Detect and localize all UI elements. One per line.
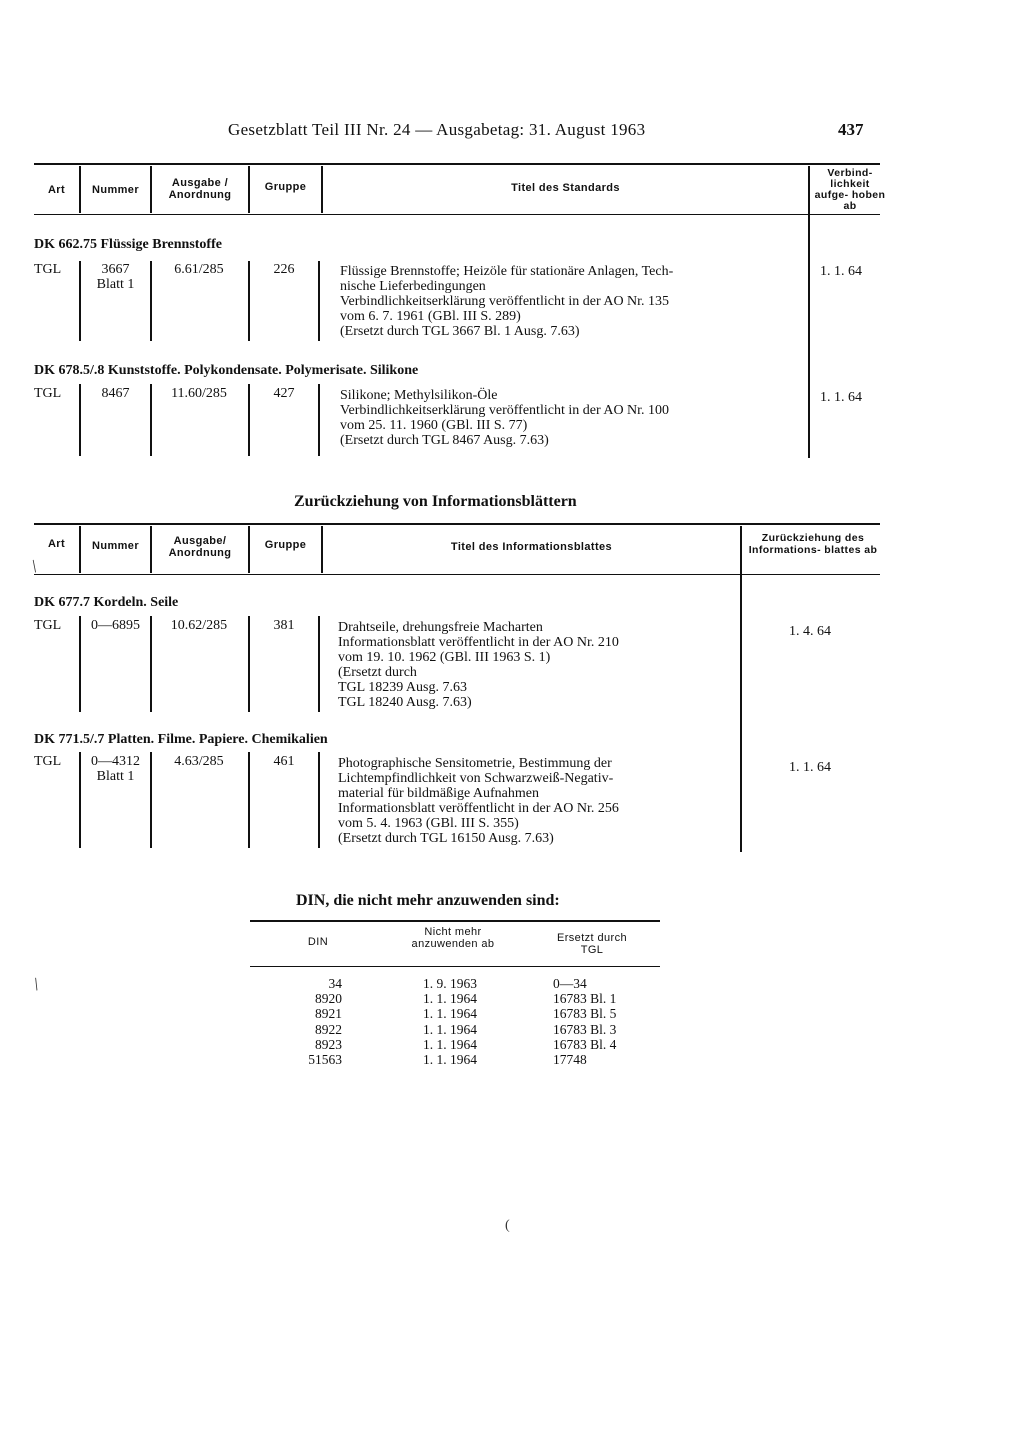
ausgabe-cell: 6.61/285	[174, 262, 224, 277]
table1-col-divider-5	[808, 166, 810, 458]
table2-header-art: Art	[47, 538, 66, 550]
din-header-nicht-mehr: Nicht mehr anzuwenden ab	[411, 926, 495, 950]
section-heading: DK 678.5/.8 Kunststoffe. Polykondensate. Polymerisate. Silikone	[34, 363, 419, 378]
ausgabe-cell: 10.62/285	[170, 618, 228, 633]
table2-col-divider-2	[150, 526, 152, 573]
din-header-ersetzt: Ersetzt durch TGL	[556, 932, 627, 956]
table2-header-ausgabe: Ausgabe/ Anordnung	[168, 535, 232, 559]
art-cell: TGL	[34, 754, 62, 769]
page-number: 437	[838, 120, 864, 139]
art-cell: TGL	[34, 618, 62, 633]
table1-header-gruppe: Gruppe	[264, 181, 307, 193]
nummer-cell: 3667 Blatt 1	[96, 262, 135, 292]
gruppe-cell: 427	[273, 386, 295, 401]
gruppe-cell: 226	[273, 262, 295, 277]
date-cell: 1. 1. 64	[820, 264, 862, 279]
gruppe-cell: 381	[273, 618, 295, 633]
nummer-cell: 0—4312 Blatt 1	[91, 754, 140, 784]
table1-header-art: Art	[47, 184, 66, 196]
date-cell: 1. 4. 64	[789, 624, 831, 639]
page-header-title: Gesetzblatt Teil III Nr. 24 — Ausgabetag: 31. August 1963	[228, 120, 646, 139]
pencil-mark: /	[29, 973, 43, 995]
row-divider	[318, 616, 320, 712]
table1-header-verbindlichkeit: Verbind- lichkeit aufge- hoben ab	[814, 167, 886, 212]
table1-header-rule	[34, 214, 880, 215]
table2-header-titel: Titel des Informationsblattes	[450, 541, 613, 553]
din-tgl-column: 0—34 16783 Bl. 1 16783 Bl. 5 16783 Bl. 3 16783 Bl. 4 17748	[553, 976, 617, 1068]
table1-header-ausgabe: Ausgabe / Anordnung	[168, 177, 232, 201]
table2-header-rule	[34, 574, 880, 575]
titel-cell: Flüssige Brennstoffe; Heizöle für stationäre Anlagen, Tech- nische Lieferbedingungen Verbindlichkeitserklärung veröffentlicht in der AO Nr. 135 vom 6. 7. 1961 (GBl. III S. 289) (Ersetzt durch TGL 3667 Bl. 1 Ausg. 7.63)	[340, 264, 674, 339]
art-cell: TGL	[34, 386, 62, 401]
section-heading: DK 771.5/.7 Platten. Filme. Papiere. Chemikalien	[34, 732, 328, 747]
pencil-mark: (	[505, 1218, 510, 1233]
section-title-din: DIN, die nicht mehr anzuwenden sind:	[296, 892, 560, 909]
nummer-cell: 8467	[101, 386, 130, 401]
gruppe-cell: 461	[273, 754, 295, 769]
table1-col-divider-2	[150, 166, 152, 213]
ausgabe-cell: 4.63/285	[174, 754, 224, 769]
row-divider	[318, 261, 320, 341]
section-heading: DK 677.7 Kordeln. Seile	[34, 595, 179, 610]
table2-col-divider-5	[740, 526, 742, 852]
nummer-cell: 0—6895	[91, 618, 140, 633]
section-title-informationsblaetter: Zurückziehung von Informationsblättern	[294, 493, 577, 510]
row-divider	[318, 752, 320, 848]
art-cell: TGL	[34, 262, 62, 277]
section-heading: DK 662.75 Flüssige Brennstoffe	[34, 237, 222, 252]
titel-cell: Drahtseile, drehungsfreie Macharten Informationsblatt veröffentlicht in der AO Nr. 210 vom 19. 10. 1962 (GBl. III 1963 S. 1) (Ersetzt durch TGL 18239 Ausg. 7.63 TGL 18240 Ausg. 7.63)	[338, 620, 619, 710]
row-divider	[318, 384, 320, 456]
titel-cell: Silikone; Methylsilikon-Öle Verbindlichkeitserklärung veröffentlicht in der AO Nr. 100 vom 25. 11. 1960 (GBl. III S. 77) (Ersetzt durch TGL 8467 Ausg. 7.63)	[340, 388, 670, 448]
table2-header-zurueckziehung: Zurückziehung des Informations- blattes ab	[748, 532, 878, 556]
titel-cell: Photographische Sensitometrie, Bestimmung der Lichtempfindlichkeit von Schwarzweiß-Negativ- material für bildmäßige Aufnahmen Informationsblatt veröffentlicht in der AO Nr. 256 vom 5. 4. 1963 (GBl. III S. 355) (Ersetzt durch TGL 16150 Ausg. 7.63)	[338, 756, 619, 846]
date-cell: 1. 1. 64	[789, 760, 831, 775]
din-table-top-rule	[250, 920, 660, 922]
ausgabe-cell: 11.60/285	[171, 386, 227, 401]
din-numbers-column: 34 8920 8921 8922 8923 51563	[308, 976, 342, 1068]
table1-header-titel: Titel des Standards	[511, 182, 620, 194]
din-date-column: 1. 9. 1963 1. 1. 1964 1. 1. 1964 1. 1. 1964 1. 1. 1964 1. 1. 1964	[423, 976, 477, 1068]
pencil-mark: /	[27, 556, 42, 576]
table1-header-nummer: Nummer	[91, 184, 140, 196]
table2-header-nummer: Nummer	[91, 540, 140, 552]
date-cell: 1. 1. 64	[820, 390, 862, 405]
table2-header-gruppe: Gruppe	[264, 539, 307, 551]
din-header-din: DIN	[307, 936, 329, 948]
table1-top-rule	[34, 163, 880, 165]
din-table-header-rule	[250, 966, 660, 967]
table2-top-rule	[34, 523, 880, 525]
